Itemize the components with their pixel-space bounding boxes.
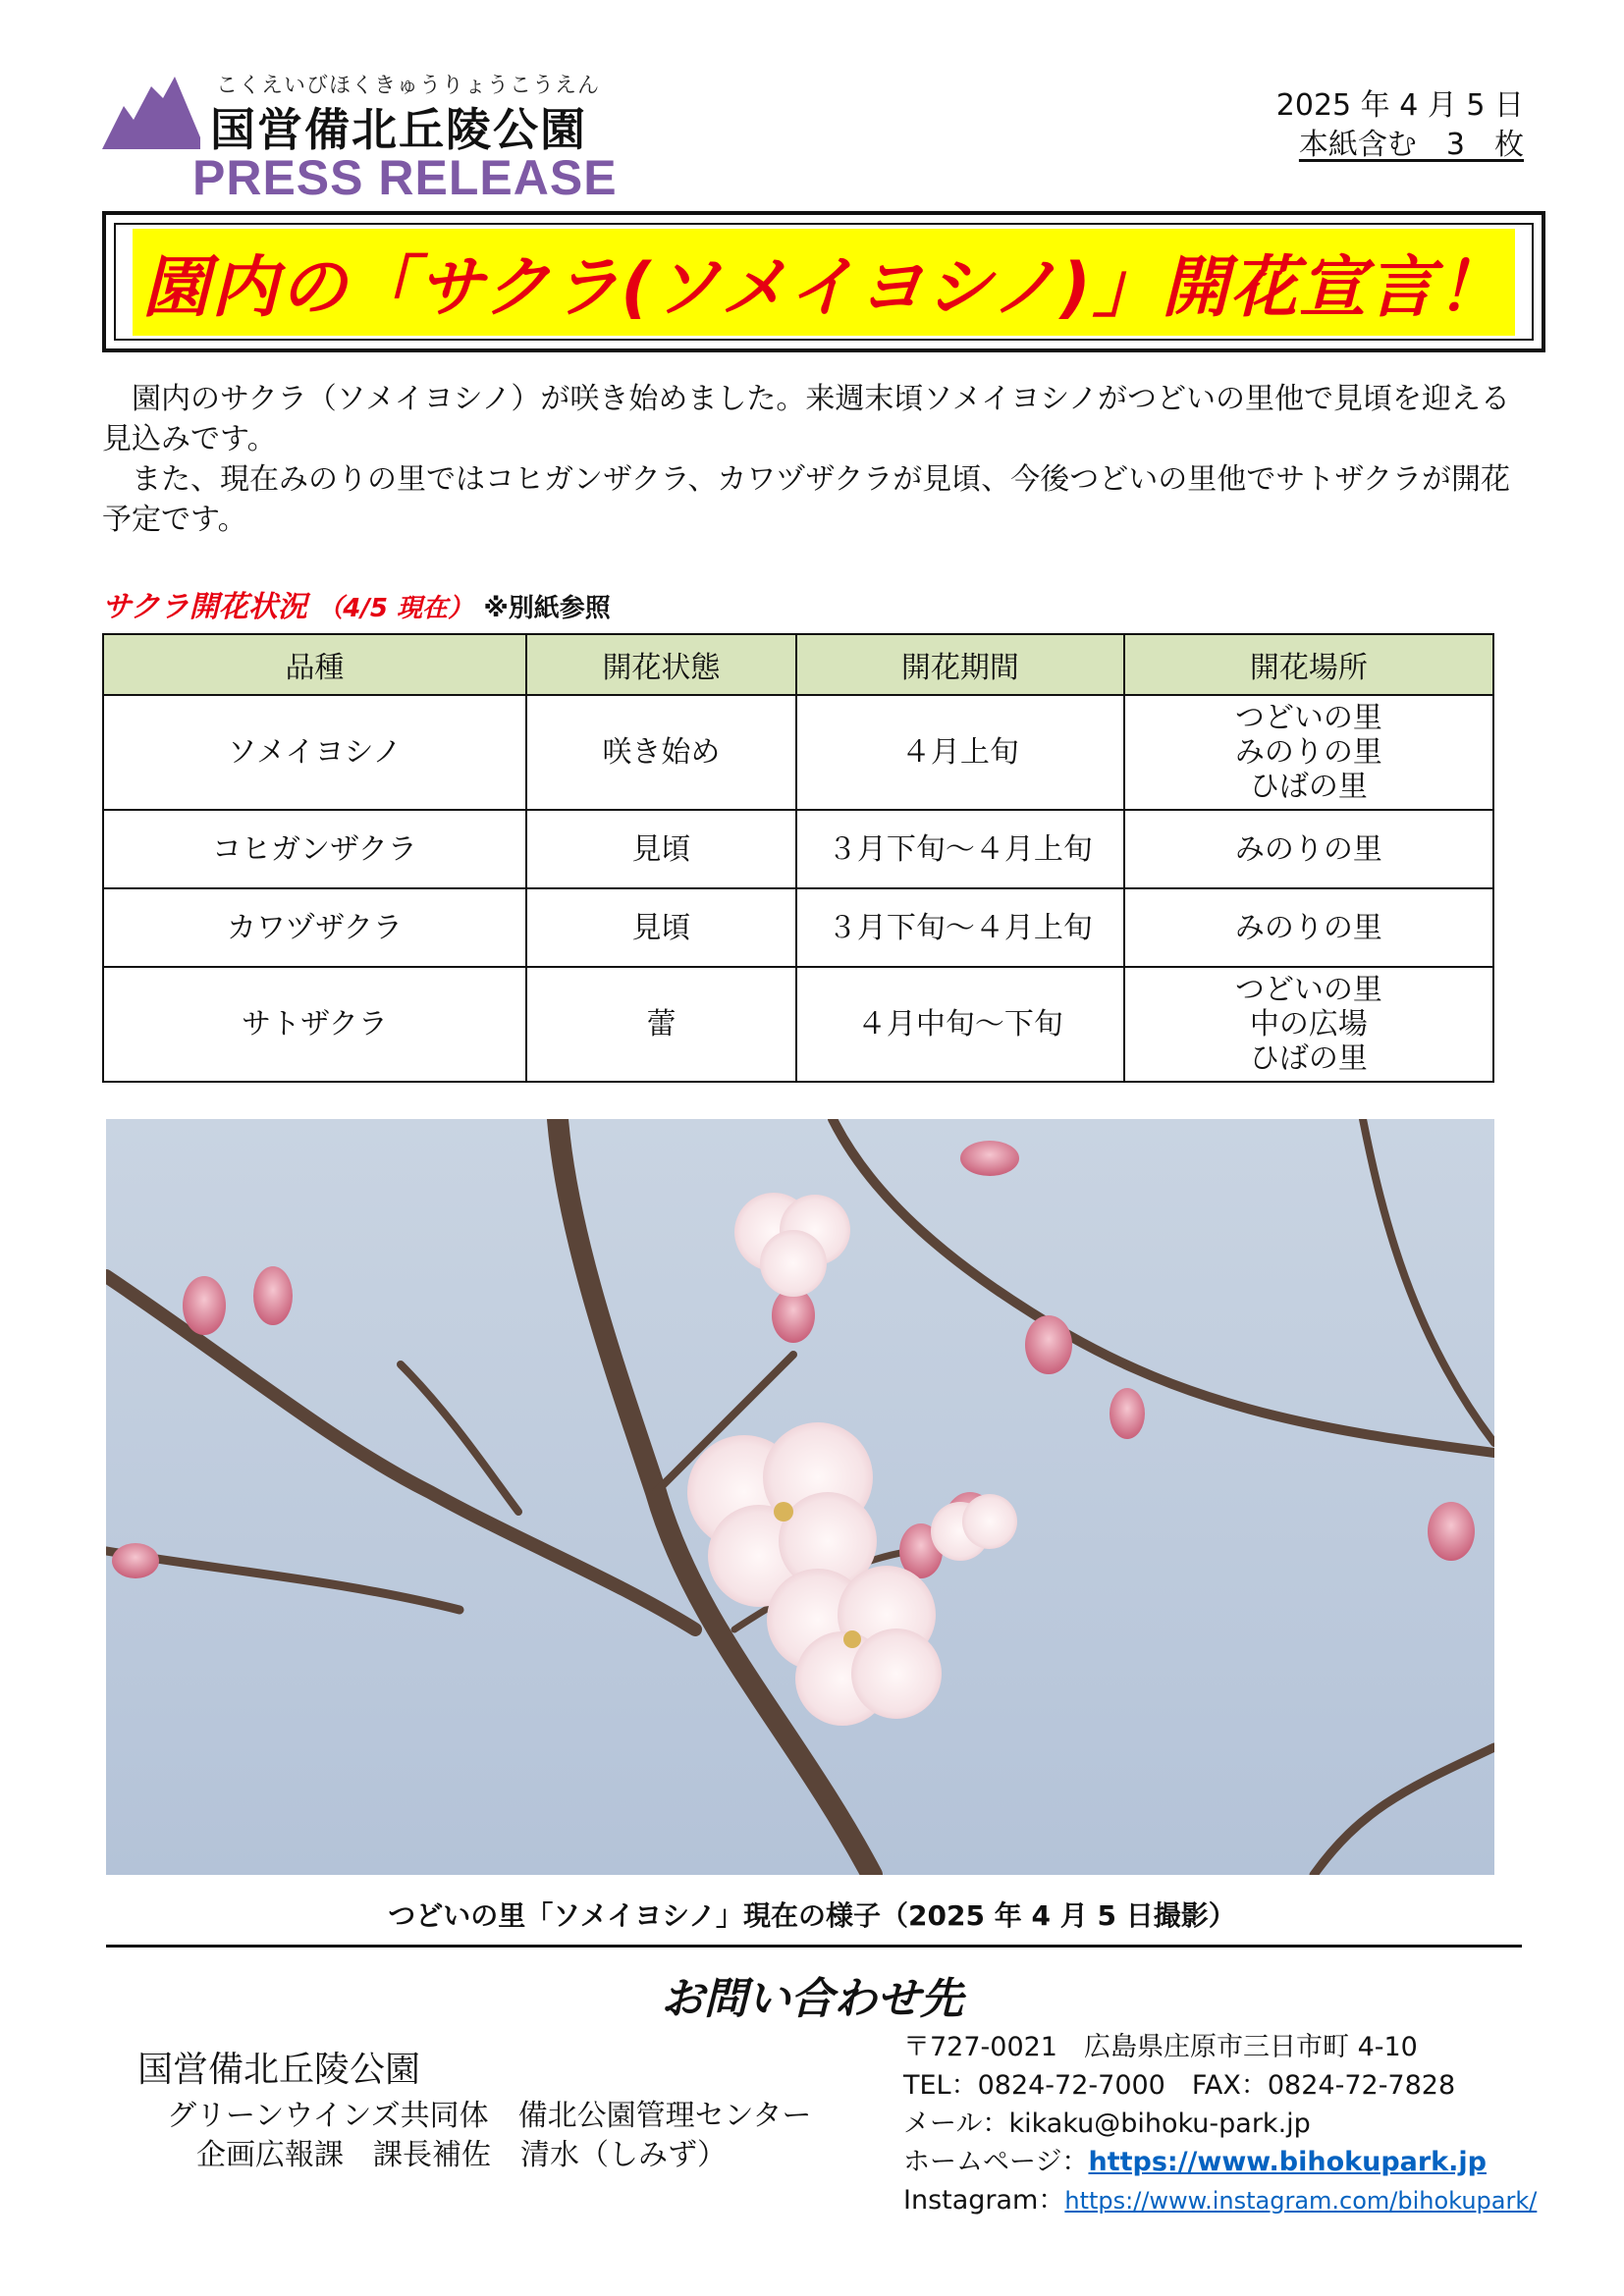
table-row	[103, 695, 1493, 810]
cell-status: 見頃	[526, 810, 796, 888]
header-status: 開花状態	[526, 634, 796, 695]
cell-place	[1124, 810, 1493, 888]
cell-place	[1124, 695, 1493, 810]
place-item: 中の広場	[1249, 1007, 1368, 1041]
cherry-blossom-photo	[106, 1119, 1494, 1875]
cell-status: 蕾	[526, 967, 796, 1082]
cell-period: ４月上旬	[796, 695, 1124, 810]
cell-period: ３月下旬～４月上旬	[796, 810, 1124, 888]
place-item: つどいの里	[1234, 701, 1382, 735]
page-count: 本紙含む 3 枚	[1298, 128, 1524, 162]
section-heading	[102, 582, 611, 625]
table-row	[103, 810, 1493, 888]
place-item: みのりの里	[1234, 831, 1382, 867]
cell-variety: カワヅザクラ	[103, 888, 526, 967]
cell-place	[1124, 967, 1493, 1082]
cell-variety: ソメイヨシノ	[103, 695, 526, 810]
homepage-link[interactable]: https://www.bihokupark.jp	[1088, 2147, 1487, 2177]
header-period: 開花期間	[796, 634, 1124, 695]
instagram-link[interactable]: https://www.instagram.com/bihokupark/	[1064, 2187, 1538, 2215]
contact-org-department: グリーンウインズ共同体 備北公園管理センター	[167, 2099, 812, 2133]
logo-park-name: 国営備北丘陵公園	[210, 103, 587, 156]
header-place: 開花場所	[1124, 634, 1493, 695]
cell-status: 見頃	[526, 888, 796, 967]
contact-details	[903, 2028, 1537, 2220]
intro-paragraph-1: 園内のサクラ（ソメイヨシノ）が咲き始めました。来週末頃ソメイヨシノがつどいの里他で見頃を迎える見込みです。	[102, 382, 1510, 456]
title-box	[102, 211, 1545, 352]
section-note: ※別紙参照	[483, 594, 611, 623]
cell-variety: コヒガンザクラ	[103, 810, 526, 888]
page-title: 園内の「サクラ(ソメイヨシノ)」開花宣言！	[142, 248, 1505, 327]
table-header-row	[103, 634, 1493, 695]
place-item: みのりの里	[1234, 910, 1382, 945]
contact-org-name: 国営備北丘陵公園	[137, 2050, 421, 2090]
contact-address: 〒727-0021 広島県庄原市三日市町 4-10	[903, 2032, 1418, 2062]
cell-period: ４月中旬～下旬	[796, 967, 1124, 1082]
contact-email: メール：kikaku@bihoku-park.jp	[903, 2109, 1311, 2139]
contact-homepage-row	[903, 2143, 1537, 2181]
contact-heading: お問い合わせ先	[661, 1974, 963, 2024]
section-title: サクラ開花状況	[102, 590, 307, 624]
photo-caption: つどいの里「ソメイヨシノ」現在の様子（2025 年 4 月 5 日撮影）	[388, 1899, 1236, 1932]
logo-ruby-text: こくえいびほくきゅうりょうこうえん	[216, 74, 601, 98]
title-box-inner	[114, 223, 1534, 341]
contact-tel-fax: TEL：0824-72-7000 FAX：0824-72-7828	[903, 2070, 1456, 2101]
title-highlight	[133, 229, 1515, 336]
bloom-status-table	[102, 633, 1494, 1083]
section-asof: （4/5 現在）	[317, 594, 473, 623]
press-release-label: PRESS RELEASE	[192, 150, 618, 205]
intro-text	[102, 379, 1536, 540]
intro-paragraph-2: また、現在みのりの里ではコヒガンザクラ、カワヅザクラが見頃、今後つどいの里他でサトザクラが開花予定です。	[102, 462, 1510, 537]
table-row	[103, 888, 1493, 967]
instagram-label: Instagram：	[903, 2185, 1065, 2216]
place-item: みのりの里	[1234, 735, 1382, 770]
place-item: つどいの里	[1234, 973, 1382, 1007]
cell-status: 咲き始め	[526, 695, 796, 810]
release-date: 2025 年 4 月 5 日	[1275, 88, 1524, 123]
place-item: ひばの里	[1249, 1041, 1368, 1076]
contact-person: 企画広報課 課長補佐 清水（しみず）	[196, 2138, 727, 2172]
park-logo-mountain-icon	[102, 77, 200, 149]
homepage-label: ホームページ：	[903, 2147, 1089, 2177]
cell-variety: サトザクラ	[103, 967, 526, 1082]
contact-instagram-row	[903, 2181, 1537, 2220]
table-row	[103, 967, 1493, 1082]
cell-period: ３月下旬～４月上旬	[796, 888, 1124, 967]
footer-divider	[106, 1945, 1522, 1948]
cell-place	[1124, 888, 1493, 967]
header-variety: 品種	[103, 634, 526, 695]
place-item: ひばの里	[1249, 770, 1368, 804]
